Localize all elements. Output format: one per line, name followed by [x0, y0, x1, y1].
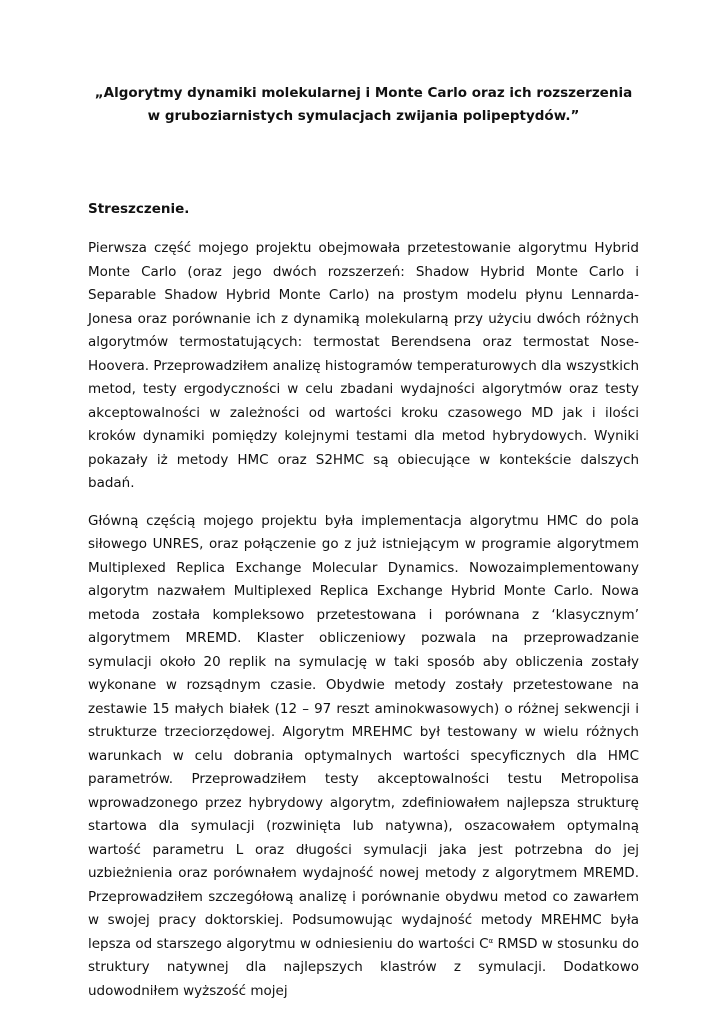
- section-heading: Streszczenie.: [88, 201, 190, 217]
- paragraph-1: Pierwsza część mojego projektu obejmowała przetestowanie algorytmu Hybrid Monte Carlo (oraz jego dwóch rozszerzeń: Shadow Hybrid Monte Carlo i Separable Shadow Hybrid Monte Carlo) na prostym modelu płynu Lennarda-Jonesa oraz porównanie ich z dynamiką molekularną przy użyciu dwóch różnych algorytmów termostatujących: termostat Berendsena oraz termostat Nose-Hoovera. Przeprowadziłem analizę histogramów temperaturowych dla wszystkich metod, testy ergodyczności w celu zbadani wydajności algorytmów oraz testy akceptowalności w zależności od wartości kroku czasowego MD jak i ilości kroków dynamiki pomiędzy kolejnymi testami dla metod hybrydowych. Wyniki pokazały iż metody HMC oraz S2HMC są obiecujące w kontekście dalszych badań.: [88, 240, 639, 491]
- document-page: [88, 82, 639, 1003]
- paragraph-2: [88, 510, 639, 1004]
- paragraph-2-text-start: Główną częścią mojego projektu była implementacja algorytmu HMC do pola siłowego UNRES, oraz połączenie go z już istniejącym w programie algorytmem Multiplexed Replica Exchange Molecular Dynamics. Nowozaimplementowany algorytm nazwałem Multiplexed Replica Exchange Hybrid Monte Carlo. Nowa metoda została kompleksowo przetestowana i porównana z ‘klasycznym’ algorytmem MREMD. Klaster obliczeniowy pozwala na przeprowadzanie symulacji około 20 replik na symulację w taki sposób aby obliczenia zostały wykonane w rozsądnym czasie. Obydwie metody zostały przetestowane na zestawie 15 małych białek (12 – 97 reszt aminokwasowych) o różnej sekwencji i strukturze trzeciorzędowej. Algorytm MREHMC był testowany w wielu różnych warunkach w celu dobrania optymalnych wartości specyficznych dla HMC parametrów. Przeprowadziłem testy akceptowalności testu Metropolisa wprowadzonego przez hybrydowy algorytm, zdefiniowałem najlepsza strukturę startowa dla symulacji (rozwinięta lub natywna), oszacowałem optymalną wartość parametru L oraz długości symulacji jaka jest potrzebna do jej uzbieżnienia oraz porównałem wydajność nowej metody z algorytmem MREMD. Przeprowadziłem szczegółową analizę i porównanie obydwu metod co zawarłem w swojej pracy doktorskiej. Podsumowując wydajność metody MREHMC była lepsza od starszego algorytmu w odniesieniu do wartości C: [88, 512, 639, 952]
- paragraph-2-text-end: RMSD w stosunku do struktury natywnej dla najlepszych klastrów z symulacji. Dodatkowo udowodniłem wyższość mojej: [88, 935, 639, 999]
- alpha-superscript: α: [488, 936, 494, 945]
- document-title: „Algorytmy dynamiki molekularnej i Monte Carlo oraz ich rozszerzenia w gruboziarnistych symulacjach zwijania polipeptydów.”: [94, 85, 633, 124]
